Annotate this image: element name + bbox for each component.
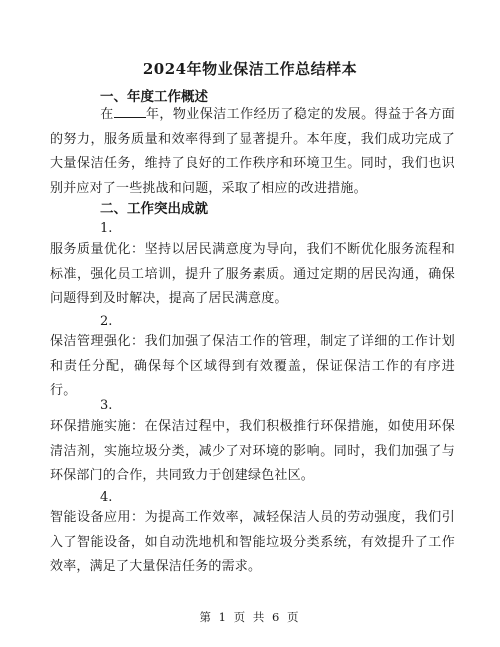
item3-number: 3. <box>100 398 113 413</box>
item4-text: 智能设备应用：为提高工作效率，减轻保洁人员的劳动强度，我们引入了智能设备，如自动洗地机和智能垃圾分类系统，有效提升了工作效率，满足了大量保洁任务的需求。 <box>50 510 455 574</box>
item2-text: 保洁管理强化：我们加强了保洁工作的管理，制定了详细的工作计划和责任分配，确保每个区域得到有效覆盖，保证保洁工作的有序进行。 <box>50 334 455 398</box>
section1-para-prefix: 在 <box>100 107 114 122</box>
section1-heading: 一、年度工作概述 <box>100 89 208 105</box>
section1-paragraph <box>50 103 455 201</box>
document-title: 2024年物业保洁工作总结样本 <box>142 60 358 78</box>
item4-number: 4. <box>100 490 113 505</box>
section2-heading: 二、工作突出成就 <box>100 201 208 217</box>
item3-text: 环保措施实施：在保洁过程中，我们积极推行环保措施，如使用环保清洁剂，实施垃圾分类，减少了对环境的影响。同时，我们加强了与环保部门的合作，共同致力于创建绿色社区。 <box>50 419 455 483</box>
item1-number: 1. <box>100 221 113 236</box>
page-footer: 第 1 页 共 6 页 <box>199 610 301 624</box>
year-blank <box>114 105 146 118</box>
section1-para-text: 年，物业保洁工作经历了稳定的发展。得益于各方面的努力，服务质量和效率得到了显著提升。本年度，我们成功完成了大量保洁任务，维持了良好的工作秩序和环境卫生。同时，我们也识别并应对了一些挑战和问题，采取了相应的改进措施。 <box>50 107 455 196</box>
item1-text: 服务质量优化：坚持以居民满意度为导向，我们不断优化服务流程和标准，强化员工培训，提升了服务素质。通过定期的居民沟通，确保问题得到及时解决，提高了居民满意度。 <box>50 242 455 306</box>
item2-number: 2. <box>100 314 113 329</box>
